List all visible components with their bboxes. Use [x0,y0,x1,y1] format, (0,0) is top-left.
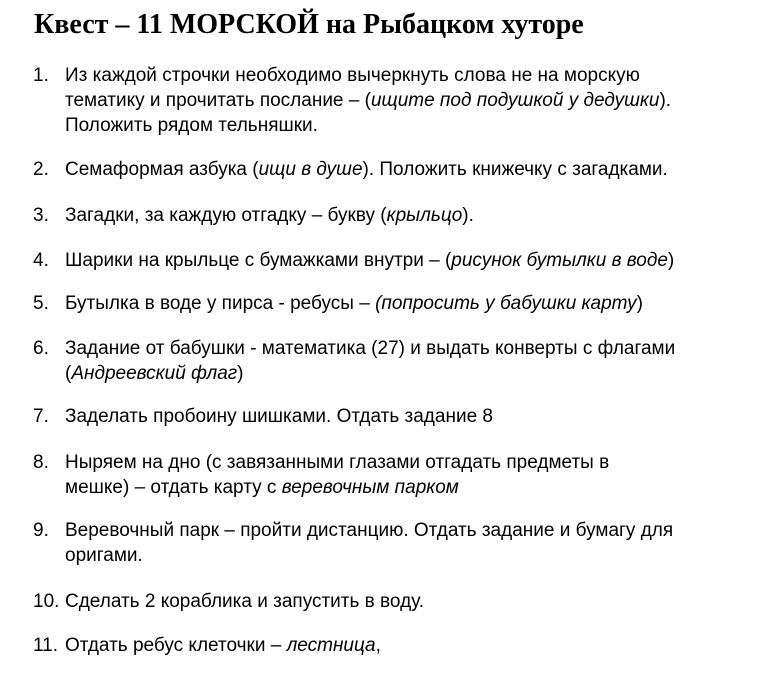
text-line [65,203,765,228]
list-item-number: 2. [33,159,49,180]
text-run: оригами. [65,545,143,566]
list-item-number: 6. [33,338,49,359]
list-item-number: 9. [33,520,49,541]
text-run: ) [667,250,675,271]
list-item-number: 10. [33,591,60,612]
list-item-number: 3. [33,205,49,226]
text-run: тематику и прочитать послание – ( [65,90,371,111]
list-item-number: 5. [33,293,49,314]
list-item-text [65,336,765,386]
italic-text: крыльцо [386,205,463,226]
text-run: Загадки, за каждую отгадку – букву ( [65,205,387,226]
list-item-text [65,518,765,568]
list-item-text [65,291,765,316]
list-item-text [65,157,765,182]
text-line [65,248,765,273]
text-run: Семаформая азбука ( [65,159,259,180]
text-line [65,404,765,429]
text-run: Бутылка в воде у пирса - ребусы – [65,293,376,314]
text-run: Отдать ребус клеточки – [65,635,287,656]
italic-text: Андреевский флаг [71,363,238,384]
text-line [65,63,765,88]
page-title: Квест – 11 МОРСКОЙ на Рыбацком хуторе [34,9,584,40]
text-line [65,518,765,543]
text-line [65,336,765,361]
list-item-text [65,404,765,429]
text-line [65,291,765,316]
list-item-text [65,633,765,658]
list-item-text [65,248,765,273]
list-item-text [65,450,765,500]
text-run: ) [636,293,643,314]
text-line [65,633,765,658]
text-line [65,113,765,138]
text-run: Веревочный парк – пройти дистанцию. Отдать задание и бумагу для [65,520,674,541]
list-item-number: 7. [33,406,49,427]
italic-text: ищи в душе [258,159,363,180]
italic-text: ищите под подушкой у дедушки [370,90,660,111]
italic-text: лестница [286,635,376,656]
text-line [65,88,765,113]
text-line [65,475,765,500]
text-run: ). [462,205,474,226]
list-item-text [65,589,765,614]
text-run: ( [65,363,72,384]
text-line [65,361,765,386]
italic-text: (попросить у бабушки карту [375,293,637,314]
italic-text: веревочным парком [281,477,459,498]
text-run: ). Положить книжечку с загадками. [362,159,668,180]
list-item-number: 4. [33,250,49,271]
text-line [65,543,765,568]
text-run: мешке) – отдать карту с [65,477,282,498]
text-run: Ныряем на дно (с завязанными глазами отгадать предметы в [65,452,610,473]
text-run: Шарики на крыльце с бумажками внутри – ( [65,250,452,271]
list-item-number: 8. [33,452,49,473]
text-run: Задание от бабушки - математика (27) и выдать конверты с флагами [65,338,676,359]
text-line [65,450,765,475]
list-item-number: 11. [33,635,59,656]
text-line [65,589,765,614]
text-run: ) [237,363,244,384]
text-run: Положить рядом тельняшки. [65,115,318,136]
italic-text: рисунок бутылки в воде [451,250,668,271]
list-item-text [65,63,765,138]
list-item-number: 1. [33,65,49,86]
text-run: Из каждой строчки необходимо вычеркнуть слова не на морскую [65,65,640,86]
text-run: ). [659,90,672,111]
list-item-text [65,203,765,228]
text-run: Сделать 2 кораблика и запустить в воду. [65,591,425,612]
text-line [65,157,765,182]
text-run: , [375,635,381,656]
text-run: Заделать пробоину шишками. Отдать задание 8 [65,406,493,427]
